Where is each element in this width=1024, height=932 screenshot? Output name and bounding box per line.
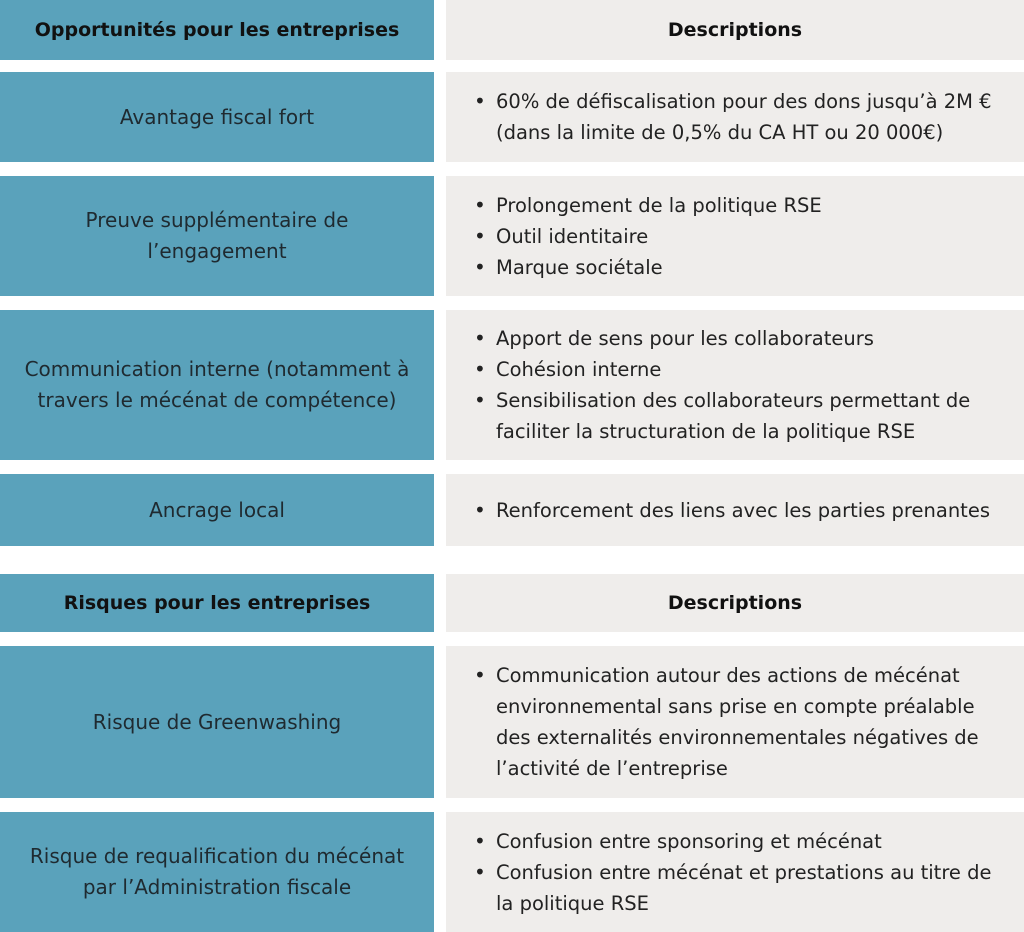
bullet-list (476, 323, 1014, 447)
bullet-list (476, 826, 1014, 919)
bullet-item: • Confusion entre sponsoring et mécénat (496, 826, 1014, 857)
bullet-item: • Communication autour des actions de mécénat environnemental sans prise en compte préalable des externalités environnementales négatives de l’activité de l’entreprise (496, 660, 1014, 784)
bullet-item: • Confusion entre mécénat et prestations au titre de la politique RSE (496, 857, 1014, 919)
bullet-item: • Renforcement des liens avec les parties prenantes (496, 495, 990, 526)
opportunity-label-fiscal: Avantage fiscal fort (0, 72, 434, 162)
risk-label-requalification: Risque de requalification du mécénat par l’Administration fiscale (0, 812, 434, 932)
opportunity-desc-engagement (446, 176, 1024, 296)
bullet-item: • Outil identitaire (496, 221, 822, 252)
bullet-list (476, 660, 1014, 784)
risk-desc-greenwashing (446, 646, 1024, 798)
opportunity-label-engagement: Preuve supplémentaire de l’engagement (0, 176, 434, 296)
opportunity-desc-fiscal (446, 72, 1024, 162)
risk-label-greenwashing: Risque de Greenwashing (0, 646, 434, 798)
bullet-item: • Apport de sens pour les collaborateurs (496, 323, 1014, 354)
bullet-item: • Prolongement de la politique RSE (496, 190, 822, 221)
risks-header-left: Risques pour les entreprises (0, 574, 434, 632)
bullet-item: • Sensibilisation des collaborateurs permettant de faciliter la structuration de la politique RSE (496, 385, 1014, 447)
bullet-item: • 60% de défiscalisation pour des dons jusqu’à 2M € (dans la limite de 0,5% du CA HT ou 20 000€) (496, 86, 1014, 148)
bullet-list (476, 190, 822, 283)
opportunity-desc-communication (446, 310, 1024, 460)
risk-desc-requalification (446, 812, 1024, 932)
bullet-list (476, 86, 1014, 148)
opportunity-label-local: Ancrage local (0, 474, 434, 546)
opportunities-header-right: Descriptions (446, 0, 1024, 60)
bullet-item: • Cohésion interne (496, 354, 1014, 385)
opportunities-header-left: Opportunités pour les entreprises (0, 0, 434, 60)
bullet-item: • Marque sociétale (496, 252, 822, 283)
bullet-list (476, 495, 990, 526)
opportunity-desc-local (446, 474, 1024, 546)
opportunity-label-communication: Communication interne (notamment à travers le mécénat de compétence) (0, 310, 434, 460)
risks-header-right: Descriptions (446, 574, 1024, 632)
